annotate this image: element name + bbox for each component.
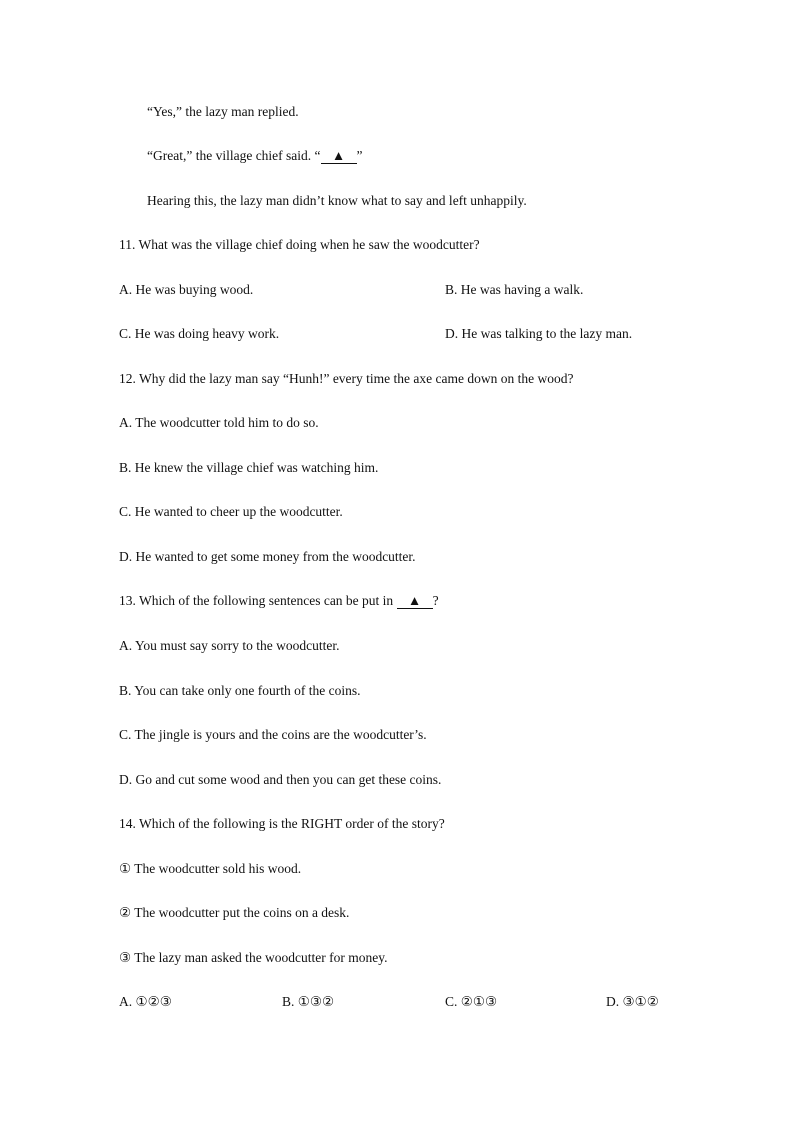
q14-event-1: ① The woodcutter sold his wood. [119, 861, 302, 876]
q13-option-c: C. The jingle is yours and the coins are the woodcutter’s. [119, 727, 427, 742]
q13-option-b: B. You can take only one fourth of the coins. [119, 683, 361, 698]
q13-option-d: D. Go and cut some wood and then you can get these coins. [119, 772, 442, 787]
q11-option-b: B. He was having a walk. [445, 282, 584, 297]
q13-stem-end: ? [432, 593, 439, 608]
story-line-yes: “Yes,” the lazy man replied. [147, 104, 299, 119]
q12-option-d: D. He wanted to get some money from the woodcutter. [119, 549, 416, 564]
q14-option-d: D. ③①② [606, 994, 659, 1009]
q14-option-c: C. ②①③ [445, 994, 498, 1009]
q14-event-3: ③ The lazy man asked the woodcutter for money. [119, 950, 388, 965]
q12-option-b: B. He knew the village chief was watching him. [119, 460, 379, 475]
q14-option-b: B. ①③② [282, 994, 335, 1009]
story-line-great-text: “Great,” the village chief said. “ [147, 148, 321, 163]
question-12-stem: 12. Why did the lazy man say “Hunh!” every time the axe came down on the wood? [119, 371, 574, 386]
q11-option-c: C. He was doing heavy work. [119, 326, 280, 341]
q13-answer-blank: ▲ [397, 594, 433, 609]
q13-stem-text: 13. Which of the following sentences can be put in [119, 593, 397, 608]
q14-option-a: A. ①②③ [119, 994, 172, 1009]
question-11-stem: 11. What was the village chief doing when he saw the woodcutter? [119, 237, 480, 252]
story-line-great-close: ” [356, 148, 363, 163]
story-line-great [147, 148, 363, 164]
q11-option-d: D. He was talking to the lazy man. [445, 326, 633, 341]
question-14-stem: 14. Which of the following is the RIGHT order of the story? [119, 816, 445, 831]
q14-event-2: ② The woodcutter put the coins on a desk. [119, 905, 350, 920]
answer-blank: ▲ [321, 149, 357, 164]
q11-option-a: A. He was buying wood. [119, 282, 254, 297]
question-13-stem [119, 593, 439, 609]
story-line-hearing: Hearing this, the lazy man didn’t know what to say and left unhappily. [147, 193, 527, 208]
q13-option-a: A. You must say sorry to the woodcutter. [119, 638, 340, 653]
q12-option-a: A. The woodcutter told him to do so. [119, 415, 319, 430]
q12-option-c: C. He wanted to cheer up the woodcutter. [119, 504, 343, 519]
